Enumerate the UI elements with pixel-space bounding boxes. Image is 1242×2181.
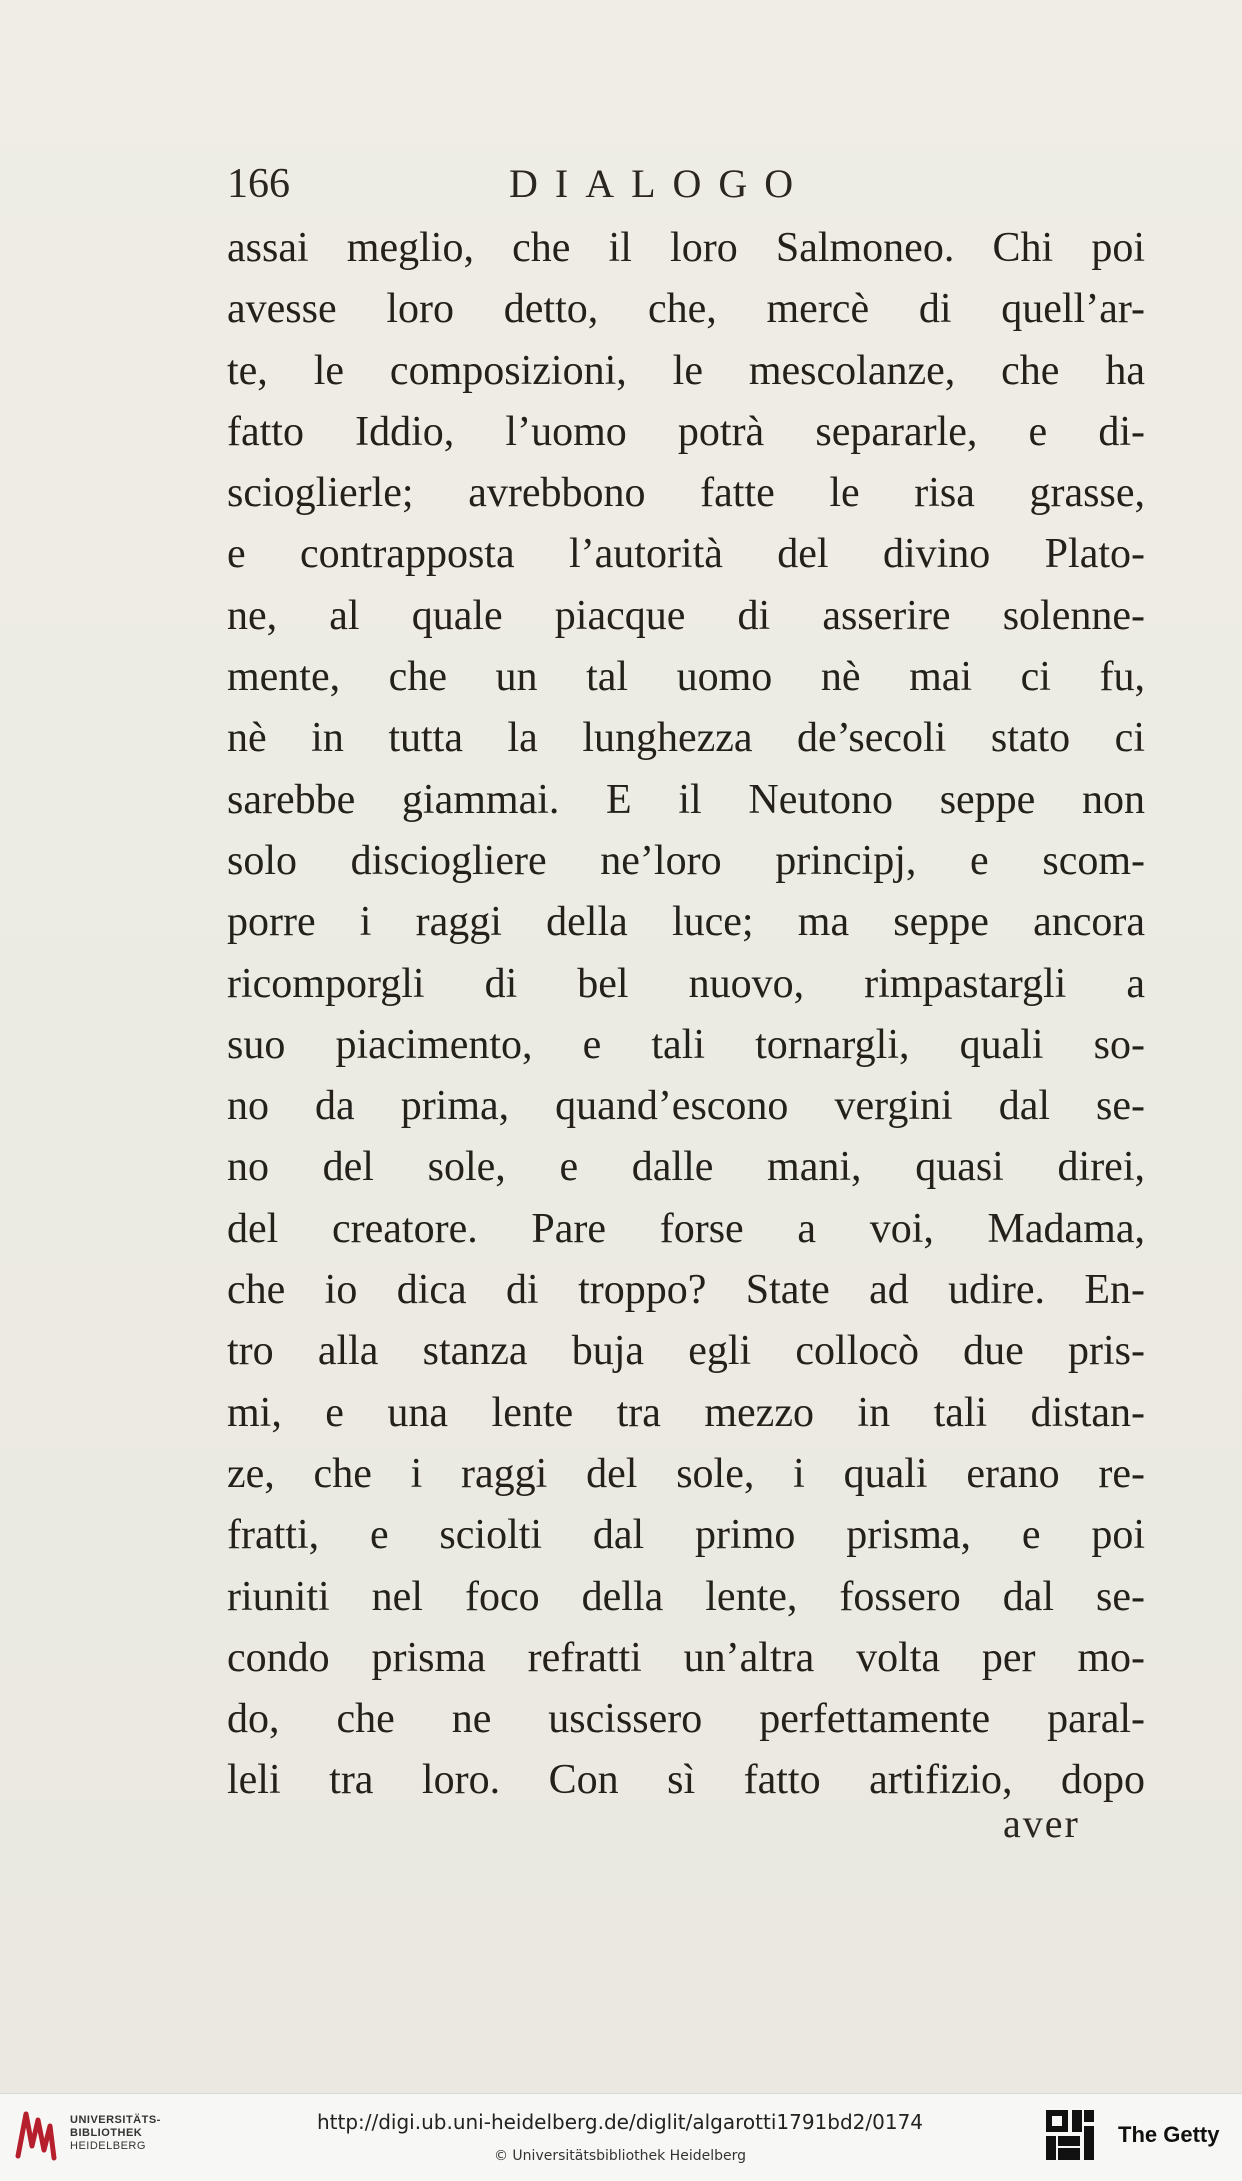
ub-heidelberg-logo-icon[interactable] — [14, 2106, 58, 2166]
text-line: ne, al quale piacque di asserire solenne- — [227, 592, 1145, 639]
text-line: leli tra loro. Con sì fatto artifizio, dopo — [227, 1757, 1145, 1804]
text-line: no del sole, e dalle mani, quasi direi, — [227, 1144, 1145, 1191]
copyright-notice: © Universitätsbibliothek Heidelberg — [493, 2148, 746, 2164]
text-line: solo disciogliere ne’loro principj, e scom- — [227, 837, 1145, 884]
text-line: te, le composizioni, le mescolanze, che ha — [227, 347, 1145, 394]
text-line: porre i raggi della luce; ma seppe ancora — [227, 899, 1145, 946]
text-line: e contrapposta l’autorità del divino Plato- — [227, 531, 1145, 578]
catchword: aver — [1003, 1801, 1080, 1846]
text-line: no da prima, quand’escono vergini dal se- — [227, 1083, 1145, 1130]
text-line: nè in tutta la lunghezza de’secoli stato ci — [227, 715, 1145, 762]
text-line: do, che ne uscissero perfettamente paral- — [227, 1696, 1145, 1743]
text-line: suo piacimento, e tali tornargli, quali so- — [227, 1021, 1145, 1068]
text-line: fatto Iddio, l’uomo potrà separarle, e di- — [227, 408, 1145, 455]
text-line: scioglierle; avrebbono fatte le risa grasse, — [227, 470, 1145, 517]
sponsor-name: The Getty — [1118, 2122, 1220, 2147]
text-line: avesse loro detto, che, mercè di quell’ar- — [227, 286, 1145, 333]
text-line: assai meglio, che il loro Salmoneo. Chi poi — [227, 225, 1145, 271]
text-line: del creatore. Pare forse a voi, Madama, — [227, 1205, 1145, 1252]
viewer-footer — [0, 2093, 1242, 2181]
text-line: riuniti nel foco della lente, fossero dal se- — [227, 1573, 1145, 1620]
getty-logo-icon[interactable] — [1044, 2108, 1096, 2164]
permalink-url[interactable]: http://digi.ub.uni-heidelberg.de/diglit/algarotti1791bd2/0174 — [316, 2110, 924, 2134]
page-header — [227, 160, 1127, 210]
text-line: ricomporgli di bel nuovo, rimpastargli a — [227, 960, 1145, 1007]
text-line: mi, e una lente tra mezzo in tali distan- — [227, 1389, 1145, 1436]
library-name: UNIVERSITÄTS- BIBLIOTHEK HEIDELBERG — [70, 2114, 161, 2152]
body-text — [227, 218, 1145, 1812]
text-line: sarebbe giammai. E il Neutono seppe non — [227, 776, 1145, 823]
text-line: mente, che un tal uomo nè mai ci fu, — [227, 654, 1145, 701]
text-line: condo prisma refratti un’altra volta per mo- — [227, 1634, 1145, 1681]
running-head: DIALOGO — [509, 161, 811, 206]
text-line: fratti, e sciolti dal primo prisma, e poi — [227, 1512, 1145, 1559]
page-number: 166 — [227, 161, 290, 207]
text-line: che io dica di troppo? State ad udire. En- — [227, 1267, 1145, 1314]
text-line: tro alla stanza buja egli collocò due pris- — [227, 1328, 1145, 1375]
text-line: ze, che i raggi del sole, i quali erano re- — [227, 1450, 1145, 1497]
